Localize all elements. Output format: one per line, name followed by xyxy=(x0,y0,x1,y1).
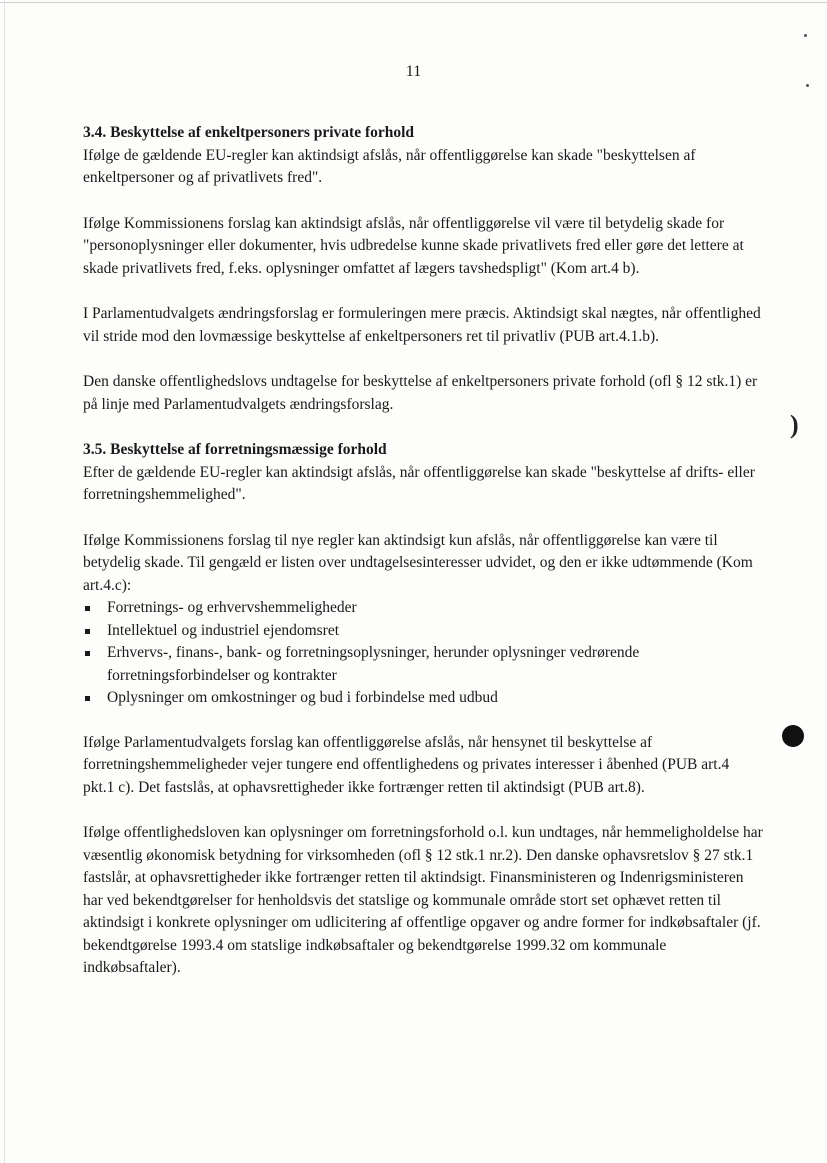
paragraph: Ifølge Kommissionens forslag til nye regler kan aktindsigt kun afslås, når offentliggørelse kan være til betydelig skade. Til gengæld er listen over undtagelsesinteresser udvidet, og den er ikke udtømmende (Kom art.4.c): xyxy=(83,531,753,594)
section-heading-3-5: 3.5. Beskyttelse af forretningsmæssige forhold xyxy=(83,441,387,458)
paragraph: Den danske offentlighedslovs undtagelse for beskyttelse af enkeltpersoners private forhold (ofl § 12 stk.1) er på linje med Parlamentudvalgets ændringsforslag. xyxy=(83,373,758,413)
list-item: Oplysninger om omkostninger og bud i forbindelse med udbud xyxy=(83,687,763,710)
page-edge xyxy=(0,2,827,3)
scan-mark-icon: ) xyxy=(790,410,799,439)
scan-speck-icon xyxy=(806,84,809,87)
paragraph: I Parlamentudvalgets ændringsforslag er formuleringen mere præcis. Aktindsigt skal nægtes, når offentlighed vil stride mod den lovmæssige beskyttelse af enkeltpersoners ret til privatliv (PUB art.4.1.b). xyxy=(83,305,761,345)
page-edge-left xyxy=(4,0,5,1163)
page-number: 11 xyxy=(405,63,422,80)
bullet-list xyxy=(83,597,763,710)
paragraph: Ifølge de gældende EU-regler kan aktindsigt afslås, når offentliggørelse kan skade "beskyttelsen af enkeltpersoner og af privatlivets fred". xyxy=(83,146,696,186)
section-heading-3-4: 3.4. Beskyttelse af enkeltpersoners private forhold xyxy=(83,124,415,141)
document-body xyxy=(83,122,763,1003)
paragraph: Ifølge offentlighedsloven kan oplysninger om forretningsforhold o.l. kun undtages, når hemmeligholdelse har væsentlig økonomisk betydning for virksomheden (ofl § 12 stk.1 nr.2). Den danske ophavsretslov § 27 stk.1 fastslår, at ophavsrettigheder ikke fortrænger retten til aktindsigt. Finansministeren og Indenrigsministeren har ved bekendtgørelser for henholdsvis det statslige og kommunale område stort set ophævet retten til aktindsigt i konkrete oplysninger om udlicitering af offentlige opgaver og andre former for indkøbsaftaler (jf. bekendtgørelse 1993.4 om statslige indkøbsaftaler og bekendtgørelse 1999.32 om kommunale indkøbsaftaler). xyxy=(83,824,763,976)
paragraph: Ifølge Parlamentudvalgets forslag kan offentliggørelse afslås, når hensynet til beskyttelse af forretningshemmeligheder vejer tungere end offentlighedens og privates interesser i åbenhed (PUB art.4 pkt.1 c). Det fastslås, at ophavsrettigheder ikke fortrænger retten til aktindsigt (PUB art.8). xyxy=(83,733,730,796)
list-item: Erhvervs-, finans-, bank- og forretningsoplysninger, herunder oplysninger vedrørende forretningsforbindelser og kontrakter xyxy=(83,642,763,687)
list-item: Forretnings- og erhvervshemmeligheder xyxy=(83,597,763,620)
paragraph: Efter de gældende EU-regler kan aktindsigt afslås, når offentliggørelse kan skade "beskyttelse af drifts- eller forretningshemmelighed". xyxy=(83,463,755,503)
punch-hole-icon xyxy=(782,725,804,747)
scan-speck-icon xyxy=(804,34,807,37)
list-item: Intellektuel og industriel ejendomsret xyxy=(83,620,763,643)
paragraph: Ifølge Kommissionens forslag kan aktindsigt afslås, når offentliggørelse vil være til betydelig skade for "personoplysninger eller dokumenter, hvis udbredelse kunne skade privatlivets fred eller gøre det lettere at skade privatlivets fred, f.eks. oplysninger omfattet af lægers tavshedspligt" (Kom art.4 b). xyxy=(83,214,744,277)
